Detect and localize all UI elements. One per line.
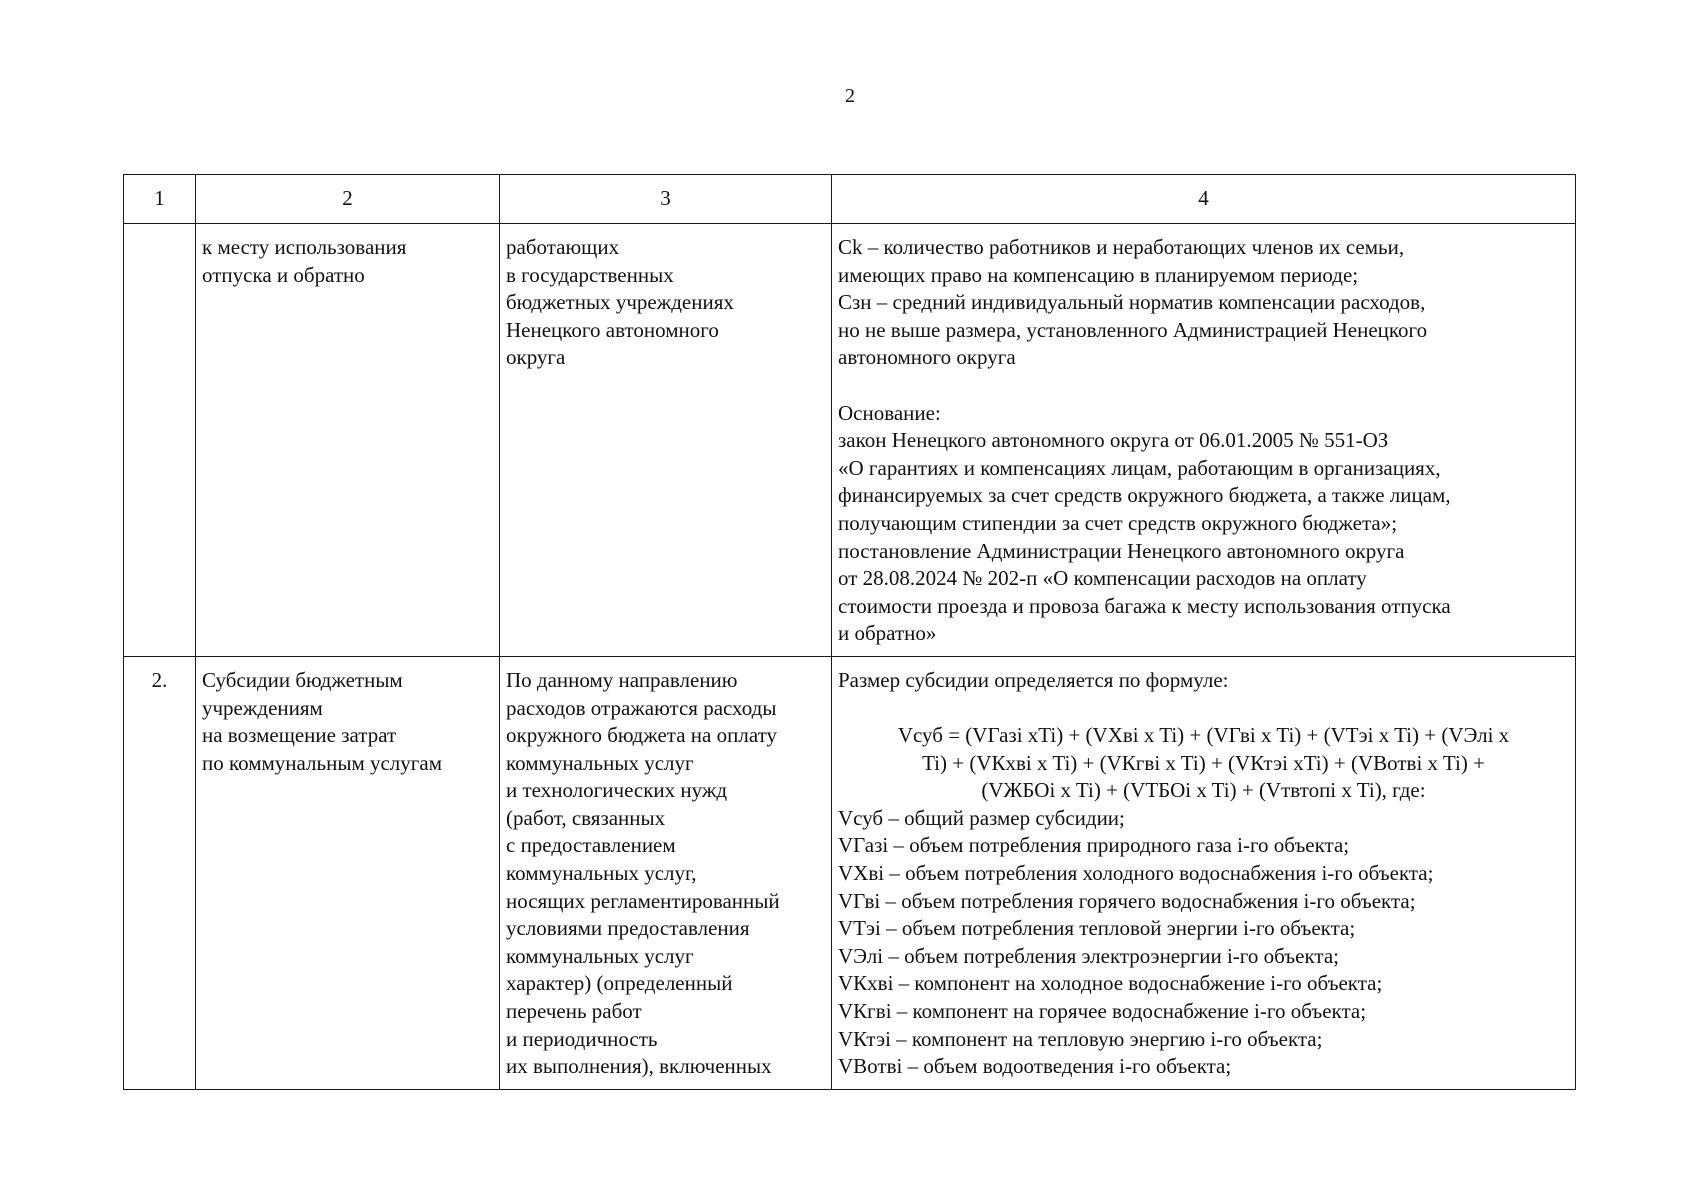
text-line: финансируемых за счет средств окружного бюджета, а также лицам,: [838, 483, 1451, 508]
table-row: [124, 224, 1576, 657]
text-line: закон Ненецкого автономного округа от 06.01.2005 № 551-ОЗ: [838, 428, 1389, 453]
text-line: получающим стипендии за счет средств окружного бюджета»;: [838, 510, 1398, 535]
text-line: и периодичность: [506, 1026, 658, 1051]
text-line: учреждениям: [202, 695, 323, 720]
expense-name-cell: [196, 656, 500, 1089]
text-line: стоимости проезда и провоза багажа к месту использования отпуска: [838, 593, 1451, 618]
definition-line: VКхвi – компонент на холодное водоснабжение i-го объекта;: [838, 971, 1383, 996]
text-line: расходов отражаются расходы: [506, 695, 777, 720]
page-number: 2: [845, 85, 855, 107]
text-line: бюджетных учреждениях: [506, 290, 734, 315]
text-line: Ненецкого автономного: [506, 317, 719, 342]
definition-line: Vсуб – общий размер субсидии;: [838, 805, 1125, 830]
definition-line: VГвi – объем потребления горячего водоснабжения i-го объекта;: [838, 888, 1416, 913]
text-line: от 28.08.2024 № 202-п «О компенсации расходов на оплату: [838, 566, 1367, 591]
text-line: и обратно»: [838, 621, 937, 646]
text-line: коммунальных услуг: [506, 943, 694, 968]
header-col-4: 4: [832, 175, 1576, 224]
text-line: на возмещение затрат: [202, 723, 397, 748]
text-line: (работ, связанных: [506, 805, 666, 830]
expense-description-cell: [500, 656, 832, 1089]
expense-name-cell: [196, 224, 500, 657]
basis-heading: Основание:: [838, 400, 941, 425]
text-line: автономного округа: [838, 345, 1016, 370]
row-number: [124, 224, 196, 657]
table-header-row: [124, 175, 1576, 224]
paragraph-spacer: [838, 695, 1569, 723]
text-line: но не выше размера, установленного Администрацией Ненецкого: [838, 317, 1428, 342]
header-col-2: 2: [196, 175, 500, 224]
definition-line: VТэi – объем потребления тепловой энергии i-го объекта;: [838, 916, 1356, 941]
text-line: Субсидии бюджетным: [202, 667, 403, 692]
text-line: в государственных: [506, 262, 674, 287]
calculation-method-cell: [832, 656, 1576, 1089]
text-line: по коммунальным услугам: [202, 750, 443, 775]
expense-description-cell: [500, 224, 832, 657]
header-col-1: 1: [124, 175, 196, 224]
definition-line: VГазi – объем потребления природного газа i-го объекта;: [838, 833, 1350, 858]
text-line: характер) (определенный: [506, 971, 733, 996]
formula-line: (VЖБОi x Ti) + (VТБОi x Ti) + (Vтвтопi x Ti), где:: [981, 778, 1426, 803]
calculation-method-cell: [832, 224, 1576, 657]
formula-line: Vсуб = (VГазi xTi) + (VХвi x Ti) + (VГвi x Ti) + (VТэi x Ti) + (VЭлi x: [897, 723, 1510, 748]
definition-line: VЭлi – объем потребления электроэнергии i-го объекта;: [838, 943, 1339, 968]
formula-line: Ti) + (VКхвi x Ti) + (VКгвi x Ti) + (VКтэi xTi) + (VВотвi x Ti) +: [922, 750, 1485, 775]
expenditure-table: [123, 174, 1576, 1090]
text-line: постановление Администрации Ненецкого автономного округа: [838, 538, 1405, 563]
text-line: Сзн – средний индивидуальный норматив компенсации расходов,: [838, 290, 1426, 315]
text-line: имеющих право на компенсацию в планируемом периоде;: [838, 262, 1359, 287]
text-line: условиями предоставления: [506, 916, 750, 941]
text-line: их выполнения), включенных: [506, 1054, 772, 1079]
text-line: окружного бюджета на оплату: [506, 723, 777, 748]
definition-line: VХвi – объем потребления холодного водоснабжения i-го объекта;: [838, 861, 1434, 886]
text-line: округа: [506, 345, 566, 370]
text-line: «О гарантиях и компенсациях лицам, работающим в организациях,: [838, 455, 1441, 480]
table-row: [124, 656, 1576, 1089]
text-line: перечень работ: [506, 999, 642, 1024]
text-line: и технологических нужд: [506, 778, 728, 803]
text-line: Ck – количество работников и неработающих членов их семьи,: [838, 235, 1405, 259]
definition-line: VКгвi – компонент на горячее водоснабжение i-го объекта;: [838, 999, 1367, 1024]
text-line: к месту использования: [202, 235, 407, 259]
definition-line: VКтэi – компонент на тепловую энергию i-го объекта;: [838, 1026, 1323, 1051]
text-line: коммунальных услуг,: [506, 861, 697, 886]
paragraph-spacer: [838, 372, 1569, 400]
formula-intro: Размер субсидии определяется по формуле:: [838, 667, 1229, 692]
text-line: По данному направлению: [506, 667, 738, 692]
header-col-3: 3: [500, 175, 832, 224]
text-line: носящих регламентированный: [506, 888, 780, 913]
row-number: 2.: [124, 656, 196, 1089]
text-line: с предоставлением: [506, 833, 676, 858]
text-line: отпуска и обратно: [202, 262, 365, 287]
text-line: коммунальных услуг: [506, 750, 694, 775]
text-line: работающих: [506, 235, 620, 259]
definition-line: VВотвi – объем водоотведения i-го объекта;: [838, 1054, 1232, 1079]
